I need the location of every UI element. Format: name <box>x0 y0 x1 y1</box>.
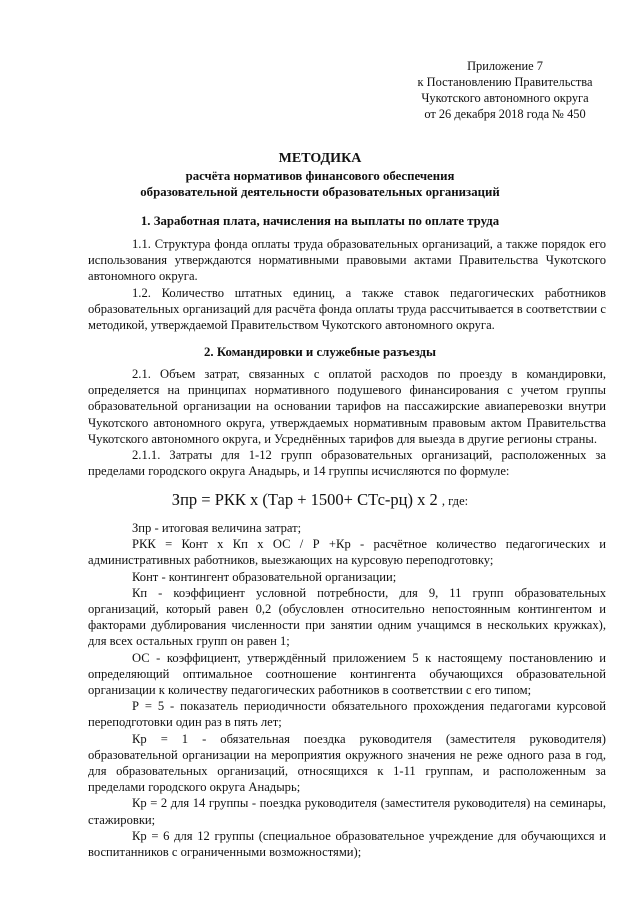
formula-expression: Зпр = РКК х (Тар + 1500+ СТс-рц) х 2 <box>171 490 438 509</box>
section-heading: 2. Командировки и служебные разъезды <box>204 345 436 359</box>
paragraph: 1.1. Структура фонда оплаты труда образовательных организаций, а также порядок его использования утверждаются нормативными правовыми актами Правительства Чукотского автономного округа. <box>88 237 606 284</box>
document-subtitle: образовательной деятельности образовательных организаций <box>140 185 500 199</box>
appendix-ref-line: к Постановлению Правительства <box>417 75 593 89</box>
appendix-number: Приложение 7 <box>467 59 543 73</box>
appendix-header <box>405 58 605 122</box>
definition: Кп - коэффициент условной потребности, для 9, 11 групп образовательных организаций, который равен 0,2 (обусловлен относительно непостоянным контингентом и факторами дублирования численности при занятии одним учащимся в нескольких кружках), для всех остальных групп он равен 1; <box>88 585 606 649</box>
formula <box>0 490 640 510</box>
paragraph: 1.2. Количество штатных единиц, а также ставок педагогических работников образовательных организаций для расчёта фонда оплаты труда рассчитывается в соответствии с методикой, утверждаемой Правительством Чукотского автономного округа. <box>88 285 606 333</box>
definition: РКК = Конт х Кп х ОС / Р +Кр - расчётное количество педагогических и административных работников, выезжающих на курсовую переподготовку; <box>88 537 606 568</box>
paragraph: 2.1. Объем затрат, связанных с оплатой расходов по проезду в командировки, определяется на принципах нормативного подушевого финансирования с учетом группы образовательной организации на основании тарифов на пассажирские авиаперевозки внутри Чукотского автономного округа, утверждаемых нормативным правовым актом Правительства Чукотского автономного округа, и Усреднённых тарифов для выезда в другие регионы страны. <box>88 367 606 446</box>
paragraph: 2.1.1. Затраты для 1-12 групп образовательных организаций, расположенных за пределами городского округа Анадырь, и 14 группы исчисляются по формуле: <box>88 448 606 479</box>
section-body <box>88 366 606 479</box>
section-body <box>88 236 606 333</box>
document-subtitle: расчёта нормативов финансового обеспечения <box>185 169 455 183</box>
appendix-date-number: от 26 декабря 2018 года № 450 <box>424 107 586 121</box>
section-heading: 1. Заработная плата, начисления на выплаты по оплате труда <box>140 214 500 228</box>
definition: Кр = 2 для 14 группы - поездка руководителя (заместителя руководителя) на семинары, стажировки; <box>88 796 606 827</box>
definitions-list <box>88 520 606 860</box>
document-title: МЕТОДИКА <box>278 151 362 166</box>
definition: Кр = 6 для 12 группы (специальное образовательное учреждение для обучающихся и воспитанников с ограниченными возможностями); <box>88 828 606 860</box>
definition: ОС - коэффициент, утверждённый приложением 5 к настоящему постановлению и определяющий оптимальное соотношение контингента обучающихся образовательной организации к количеству педагогических работников в соответствии с его типом; <box>88 650 606 698</box>
definition: Р = 5 - показатель периодичности обязательного прохождения педагогами курсовой переподготовки один раз в пять лет; <box>88 699 606 730</box>
appendix-ref-line: Чукотского автономного округа <box>421 91 589 105</box>
formula-suffix: , где: <box>441 494 469 508</box>
definition: Конт - контингент образовательной организации; <box>132 569 397 584</box>
definition: Зпр - итоговая величина затрат; <box>132 521 302 535</box>
definition: Кр = 1 - обязательная поездка руководителя (заместителя руководителя) образовательной организации на мероприятия окружного значения не реже одного раза в год, для образовательных организаций, относящихся к 1-11 группам, и расположенным за пределами городского округа Анадырь; <box>88 731 606 795</box>
